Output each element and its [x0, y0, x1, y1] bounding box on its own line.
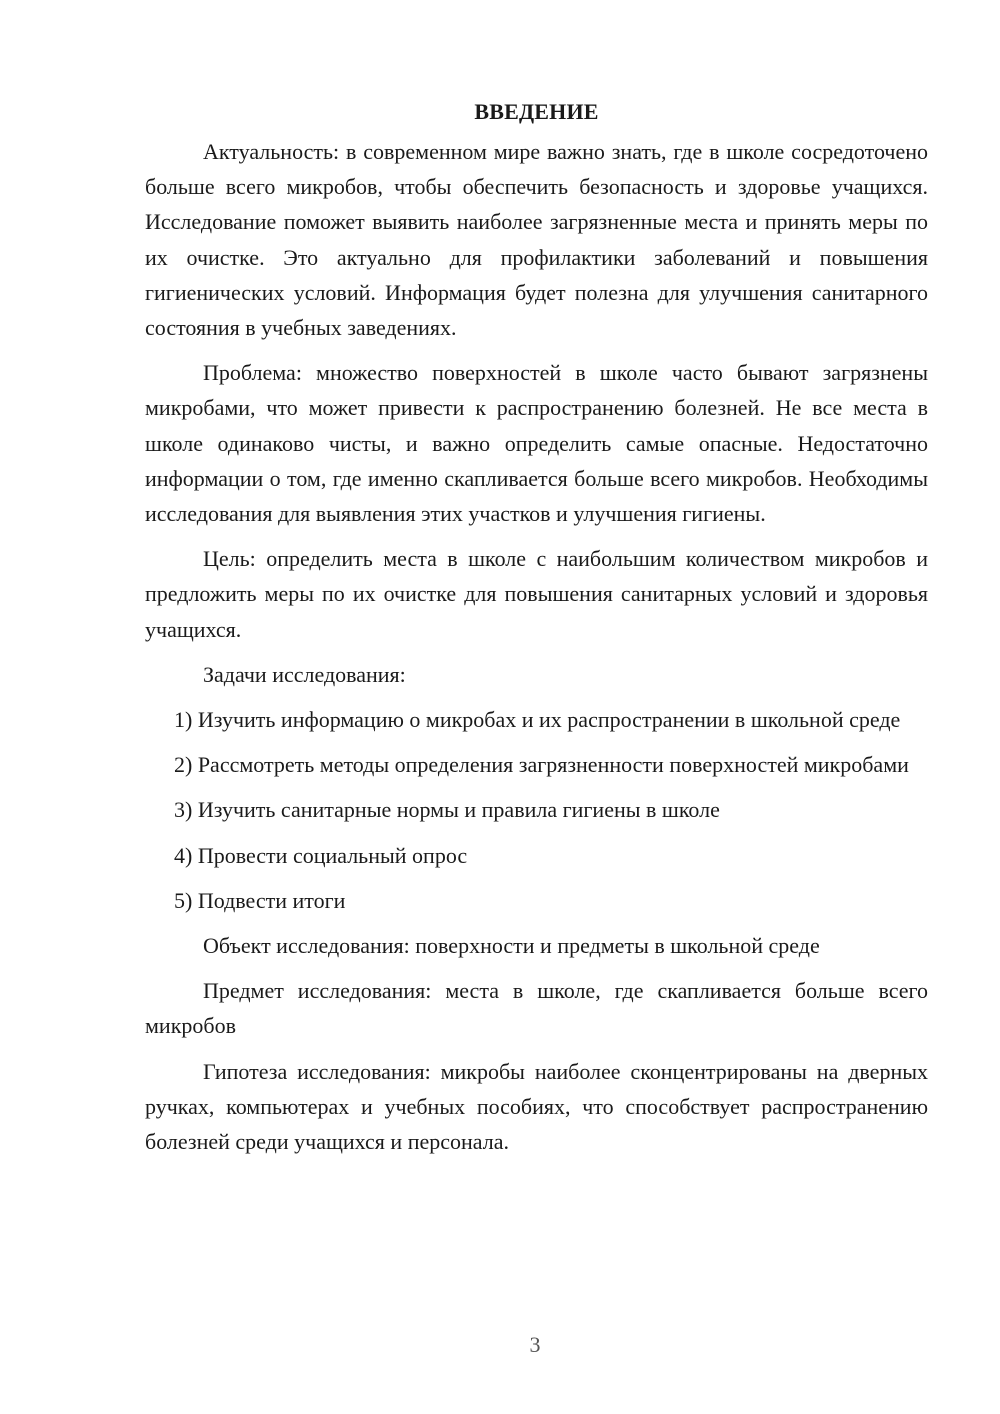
page-number: 3: [529, 1332, 541, 1357]
task-item-4: 4) Провести социальный опрос: [174, 842, 468, 868]
hypothesis-paragraph: Гипотеза исследования: микробы наиболее сконцентрированы на дверных ручках, компьютерах и учебных пособиях, что способствует распространению болезней среди учащихся и персонала.: [145, 1058, 928, 1155]
page-title: ВВЕДЕНИЕ: [474, 99, 599, 124]
task-item-2: 2) Рассмотреть методы определения загрязненности поверхностей микробами: [174, 752, 909, 778]
task-item-1: 1) Изучить информацию о микробах и их распространении в школьной среде: [174, 707, 901, 733]
object-paragraph: Объект исследования: поверхности и предметы в школьной среде: [203, 933, 820, 959]
tasks-heading: Задачи исследования:: [203, 661, 406, 687]
task-item-5: 5) Подвести итоги: [174, 887, 346, 913]
relevance-paragraph: Актуальность: в современном мире важно знать, где в школе сосредоточено больше всего микробов, чтобы обеспечить безопасность и здоровье учащихся. Исследование поможет выявить наиболее загрязненные места и принять меры по их очистке. Это актуально для профилактики заболеваний и повышения гигиенических условий. Информация будет полезна для улучшения санитарного состояния в учебных заведениях.: [145, 139, 928, 341]
task-item-3: 3) Изучить санитарные нормы и правила гигиены в школе: [174, 797, 720, 823]
problem-paragraph: Проблема: множество поверхностей в школе часто бывают загрязнены микробами, что может привести к распространению болезней. Не все места в школе одинаково чисты, и важно определить самые опасные. Недостаточно информации о том, где именно скапливается больше всего микробов. Необходимы исследования для выявления этих участков и улучшения гигиены.: [145, 360, 928, 527]
goal-paragraph: Цель: определить места в школе с наибольшим количеством микробов и предложить меры по их очистке для повышения санитарных условий и здоровья учащихся.: [145, 546, 928, 642]
document-page: [145, 95, 928, 1169]
subject-paragraph: Предмет исследования: места в школе, где скапливается больше всего микробов: [145, 978, 928, 1039]
